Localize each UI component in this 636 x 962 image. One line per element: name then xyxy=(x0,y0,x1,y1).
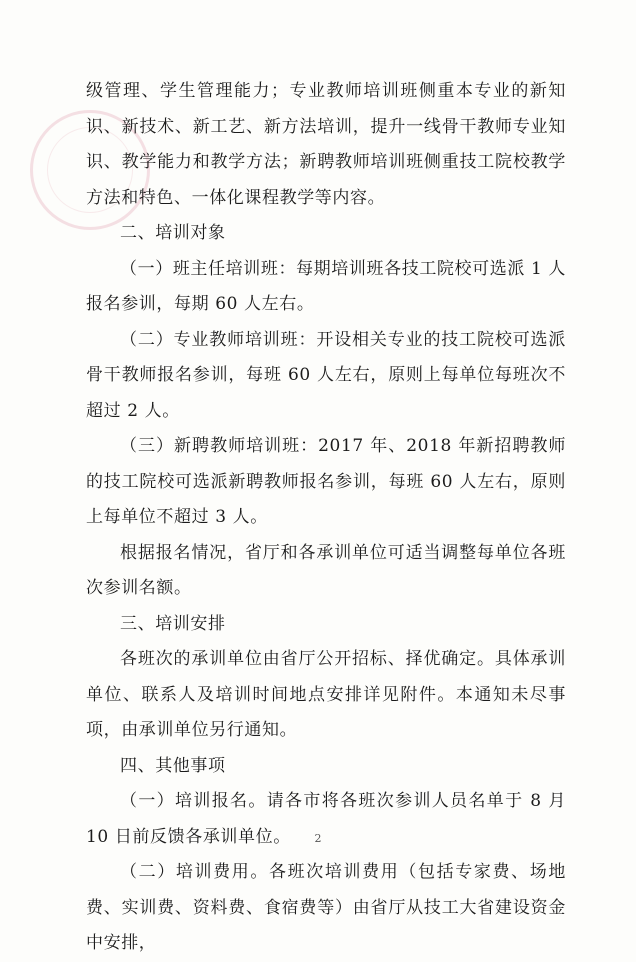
paragraph-fees: （二）培训费用。各班次培训费用（包括专家费、场地费、实训费、资料费、食宿费等）由省厅从技工大省建设资金中安排， xyxy=(86,862,566,953)
paragraph-continued: 级管理、学生管理能力；专业教师培训班侧重本专业的新知识、新技术、新工艺、新方法培训，提升一线骨干教师专业知识、教学能力和教学方法；新聘教师培训班侧重技工院校教学方法和特色、一体化课程教学等内容。 xyxy=(86,81,566,208)
paragraph-new-teacher-class: （三）新聘教师培训班：2017 年、2018 年新招聘教师的技工院校可选派新聘教师报名参训，每班 60 人左右，原则上每单位不超过 3 人。 xyxy=(86,436,566,527)
document-body xyxy=(86,74,566,962)
section-heading-training-targets: 二、培训对象 xyxy=(120,223,226,243)
paragraph-quota-adjustment: 根据报名情况，省厅和各承训单位可适当调整每单位各班次参训名额。 xyxy=(86,542,566,598)
paragraph-registration: （一）培训报名。请各市将各班次参训人员名单于 8 月 10 日前反馈各承训单位。 xyxy=(86,791,566,847)
section-heading-training-arrangement: 三、培训安排 xyxy=(120,613,226,634)
paragraph-arrangement: 各班次的承训单位由省厅公开招标、择优确定。具体承训单位、联系人及培训时间地点安排详见附件。本通知未尽事项，由承训单位另行通知。 xyxy=(86,649,566,740)
paragraph-headteacher-class: （一）班主任培训班：每期培训班各技工院校可选派 1 人报名参训，每期 60 人左右。 xyxy=(86,258,566,314)
paragraph-professional-teacher-class: （二）专业教师培训班：开设相关专业的技工院校可选派骨干教师报名参训，每班 60 人左右，原则上每单位每班次不超过 2 人。 xyxy=(86,329,566,421)
page-number: 2 xyxy=(314,832,322,845)
section-heading-other-matters: 四、其他事项 xyxy=(120,755,226,776)
